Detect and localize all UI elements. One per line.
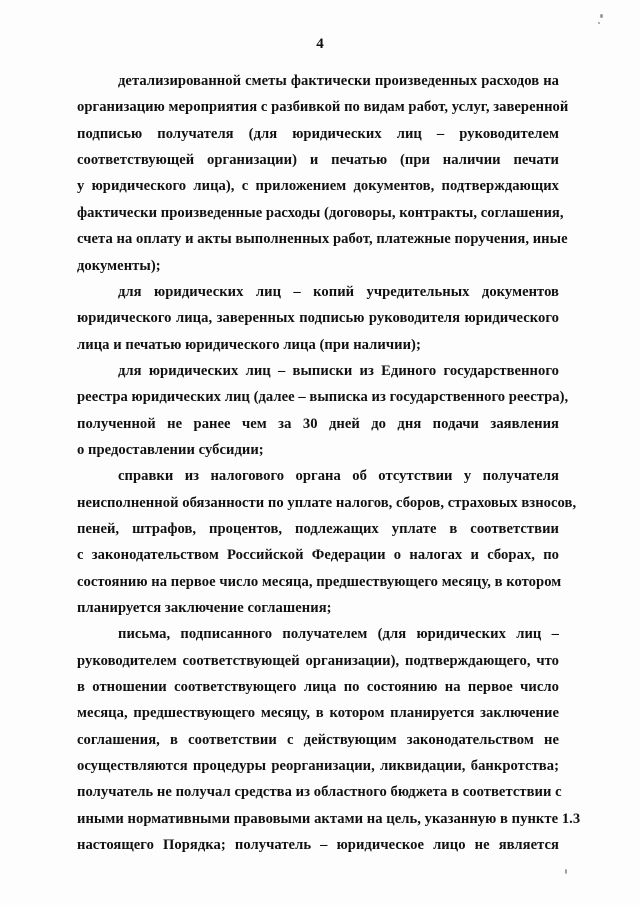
text-line: детализированной сметы фактически произведенных расходов на [118, 73, 559, 89]
text-line: соглашения, в соответствии с действующим законодательством не [77, 732, 559, 748]
page-number: 4 [316, 36, 324, 52]
text-line: лица и печатью юридического лица (при наличии); [77, 337, 421, 353]
text-line: пеней, штрафов, процентов, подлежащих уплате в соответствии [77, 521, 559, 537]
text-line: полученной не ранее чем за 30 дней до дня подачи заявления [77, 416, 559, 432]
text-line: состоянию на первое число месяца, предшествующего месяцу, в котором [77, 574, 562, 590]
text-line: для юридических лиц – выписки из Единого государственного [118, 363, 559, 379]
scan-speck [600, 14, 603, 18]
text-line: фактически произведенные расходы (договоры, контракты, соглашения, [77, 205, 564, 221]
scan-speck [565, 869, 567, 874]
text-line: документы); [77, 258, 161, 274]
text-line: для юридических лиц – копий учредительных документов [118, 284, 559, 300]
text-line: организацию мероприятия с разбивкой по видам работ, услуг, заверенной [77, 99, 569, 115]
text-line: подписью получателя (для юридических лиц – руководителем [77, 126, 559, 142]
text-line: месяца, предшествующего месяцу, в котором планируется заключение [77, 705, 559, 721]
text-line: соответствующей организации) и печатью (при наличии печати [77, 152, 559, 168]
text-line: получатель не получал средства из областного бюджета в соответствии с [77, 784, 562, 800]
text-line: в отношении соответствующего лица по состоянию на первое число [77, 679, 559, 695]
text-line: руководителем соответствующей организации), подтверждающего, что [77, 653, 559, 669]
text-line: у юридического лица), с приложением документов, подтверждающих [77, 178, 559, 194]
text-line: юридического лица, заверенных подписью руководителя юридического [77, 310, 559, 326]
text-line: неисполненной обязанности по уплате налогов, сборов, страховых взносов, [77, 495, 577, 511]
text-line: счета на оплату и акты выполненных работ, платежные поручения, иные [77, 231, 568, 247]
text-line: иными нормативными правовыми актами на цель, указанную в пункте 1.3 [77, 811, 581, 827]
text-line: с законодательством Российской Федерации о налогах и сборах, по [77, 547, 559, 563]
text-line: письма, подписанного получателем (для юридических лиц – [118, 626, 559, 642]
text-line: планируется заключение соглашения; [77, 600, 332, 616]
text-line: справки из налогового органа об отсутствии у получателя [118, 468, 559, 484]
text-line: осуществляются процедуры реорганизации, ликвидации, банкротства; [77, 758, 559, 774]
text-line: реестра юридических лиц (далее – выписка из государственного реестра), [77, 389, 569, 405]
text-line: настоящего Порядка; получатель – юридическое лицо не является [77, 837, 559, 853]
text-line: о предоставлении субсидии; [77, 442, 264, 458]
scan-speck [598, 22, 600, 24]
